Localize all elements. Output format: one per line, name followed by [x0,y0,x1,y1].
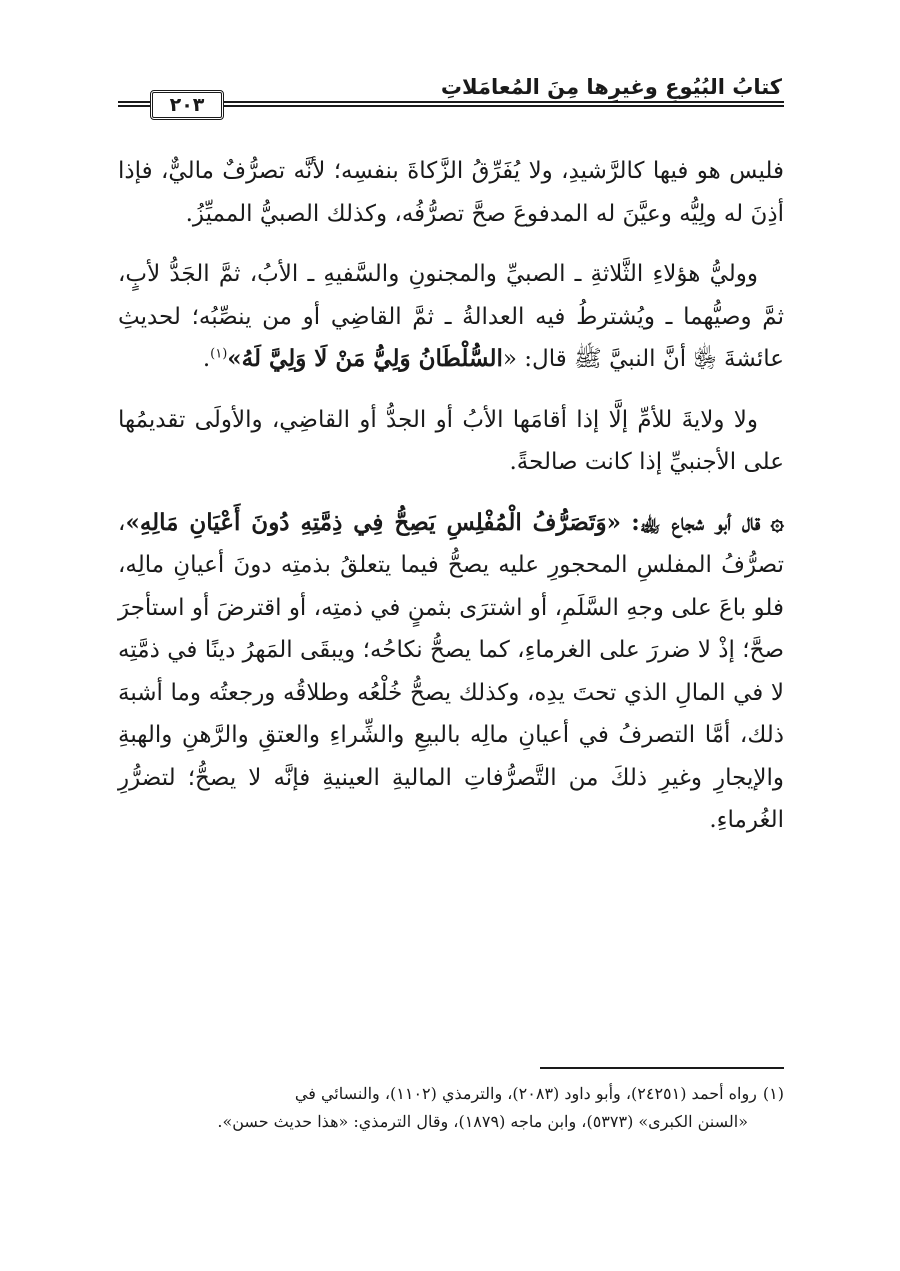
footnote [118,1080,784,1136]
footnote-marker[interactable]: (١) [210,346,228,362]
paragraph-2-end: . [202,346,211,372]
flower-ornament-icon: ۞ [770,508,785,536]
footnote-divider [540,1067,784,1069]
footnote-number: (١) [762,1084,784,1103]
matn-quote: «وَتَصَرُّفُ الْمُفْلِسِ يَصِحُّ فِي ذِمَّتِهِ دُونَ أَعْيَانِ مَالِهِ» [125,508,622,536]
quote-close: » [227,345,242,372]
page-number: ٢٠٣ [150,90,224,120]
running-title: كتابُ البُيُوعِ وغيرِها مِنَ المُعامَلاتِ [440,75,782,99]
footnote-text-1: رواه أحمد (٢٤٢٥١)، وأبو داود (٢٠٨٣)، والترمذي (١١٠٢)، والنسائي في [294,1084,757,1103]
paragraph-1: فليس هو فيها كالرَّشيدِ، ولا يُفَرِّقُ الزَّكاةَ بنفسِه؛ لأنَّه تصرُّفٌ ماليٌّ، فإذا أذِنَ له ولِيُّه وعيَّنَ له المدفوعَ صحَّ تصرُّفُه، وكذلك الصبيُّ المميِّزُ. [118,158,784,227]
header-rule-left [118,101,150,107]
paragraph-4 [118,502,784,842]
header-rule-right [224,101,784,107]
hadith-quote: السُّلْطَانُ وَلِيُّ مَنْ لَا وَلِيَّ لَهُ [241,345,503,372]
main-text [118,150,784,860]
matn-speaker: قال أبو شجاع ﵀: [631,508,761,536]
footnote-line-1 [118,1080,784,1108]
footnote-line-2: «السنن الكبرى» (٥٣٧٣)، وابن ماجه (١٨٧٩)، وقال الترمذي: «هذا حديث حسن». [217,1112,748,1131]
paragraph-3: ولا ولايةَ للأمِّ إلَّا إذا أقامَها الأبُ أو الجدُّ أو القاضِي، والأولَى تقديمُها على الأجنبيِّ إذا كانت صالحةً. [118,406,784,475]
paragraph-2 [118,253,784,381]
commentary-text: ، تصرُّفُ المفلسِ المحجورِ عليه يصحُّ فيما يتعلقُ بذمتِه دونَ أعيانِ مالِه، فلو باعَ على وجهِ السَّلَمِ، أو اشترَى بثمنٍ في ذمتِه، أو اقترضَ أو استأجرَ صحَّ؛ إذْ لا ضررَ على الغرماءِ، كما يصحُّ نكاحُه؛ ويبقَى المَهرُ دينًا في ذمَّتِه لا في المالِ الذي تحتَ يدِه، وكذلك يصحُّ خُلْعُه وطلاقُه ورجعتُه وما أشبهَ ذلك، أمَّا التصرفُ في أعيانِ مالِه بالبيعِ والشِّراءِ والعتقِ والرَّهنِ والهبةِ والإيجارِ وغيرِ ذلكَ من التَّصرُّفاتِ الماليةِ العينيةِ فإنَّه لا يصحُّ؛ لتضرُّرِ الغُرماءِ. [118,509,784,833]
paragraph-2-text: ووليُّ هؤلاءِ الثَّلاثةِ ـ الصبيِّ والمجنونِ والسَّفيهِ ـ الأبُ، ثمَّ الجَدُّ لأبٍ، ثمَّ وصيُّهما ـ ويُشترطُ فيه العدالةُ ـ ثمَّ القاضِي أو من ينصِّبُه؛ لحديثِ عائشةَ ﵂ أنَّ النبيَّ ﷺ قال: « [118,261,784,372]
